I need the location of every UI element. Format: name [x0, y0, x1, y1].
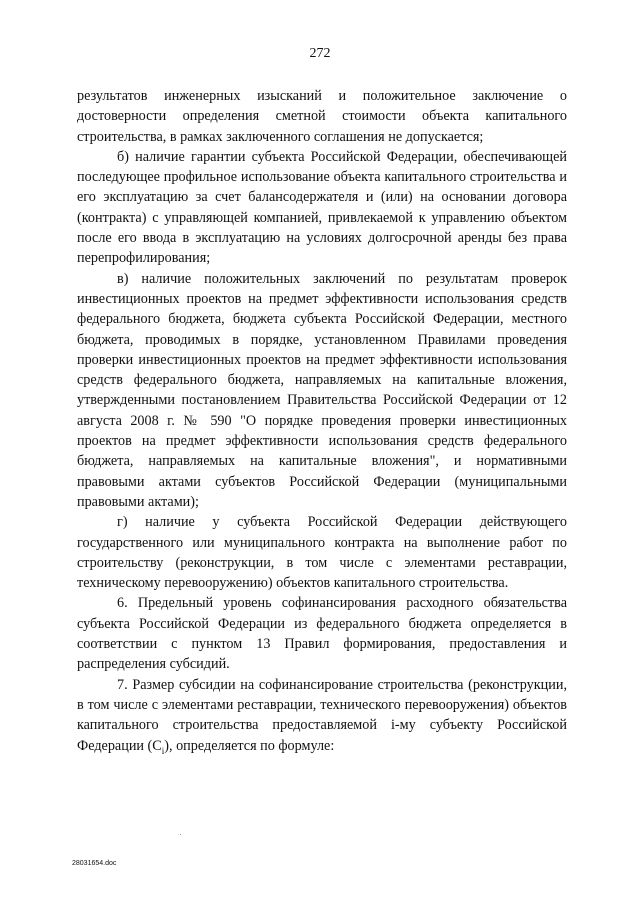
page-number: 272	[309, 46, 331, 61]
scan-speck	[180, 834, 181, 835]
paragraph-point-6: 6. Предельный уровень софинансирования расходного обязательства субъекта Российской Федерации из федерального бюджета определяется в соответствии с пунктом 13 Правил формирования, предоставления и распределения субсидий.	[77, 595, 567, 673]
subsidy-subscript: i	[161, 745, 165, 756]
document-body	[77, 86, 567, 761]
paragraph-point-7-tail: ), определяется по формуле:	[164, 737, 335, 754]
document-filename: 28031654.doc	[72, 860, 117, 867]
paragraph-item-g: г) наличие у субъекта Российской Федерации действующего государственного или муниципального контракта на выполнение работ по строительству (реконструкции, в том числе с элементами реставрации, техническому перевооружению) объектов капитального строительства.	[77, 514, 567, 592]
paragraph-item-v: в) наличие положительных заключений по результатам проверок инвестиционных проектов на предмет эффективности использования средств федерального бюджета, бюджета субъекта Российской Федерации, местного бюджета, проводимых в порядке, установленном Правилами проведения проверки инвестиционных проектов на предмет эффективности использования средств федерального бюджета, направляемых на капитальные вложения, утвержденными постановлением Правительства Российской Федерации от 12 августа 2008 г. № 590 "О порядке проведения проверки инвестиционных проектов на предмет эффективности использования средств федерального бюджета, направляемых на капитальные вложения", и нормативными правовыми актами субъектов Российской Федерации (муниципальными правовыми актами);	[77, 270, 567, 510]
paragraph-point-7	[77, 675, 567, 761]
paragraph-point-7-text: 7. Размер субсидии на софинансирование строительства (реконструкции, в том числе с элементами реставрации, технического перевооружения) объектов капитального строительства предоставляемой i-му субъекту Российской Федерации (C	[77, 676, 567, 754]
paragraph-continuation: результатов инженерных изысканий и положительное заключение о достоверности определения сметной стоимости объекта капитального строительства, в рамках заключенного соглашения не допускается;	[77, 88, 567, 145]
paragraph-item-b: б) наличие гарантии субъекта Российской Федерации, обеспечивающей последующее профильное использование объекта капитального строительства и его эксплуатацию за счет балансодержателя и (или) на основании договора (контракта) с управляющей компанией, привлекаемой к управлению объектом после его ввода в эксплуатацию на условиях долгосрочной аренды без права перепрофилирования;	[77, 148, 567, 267]
